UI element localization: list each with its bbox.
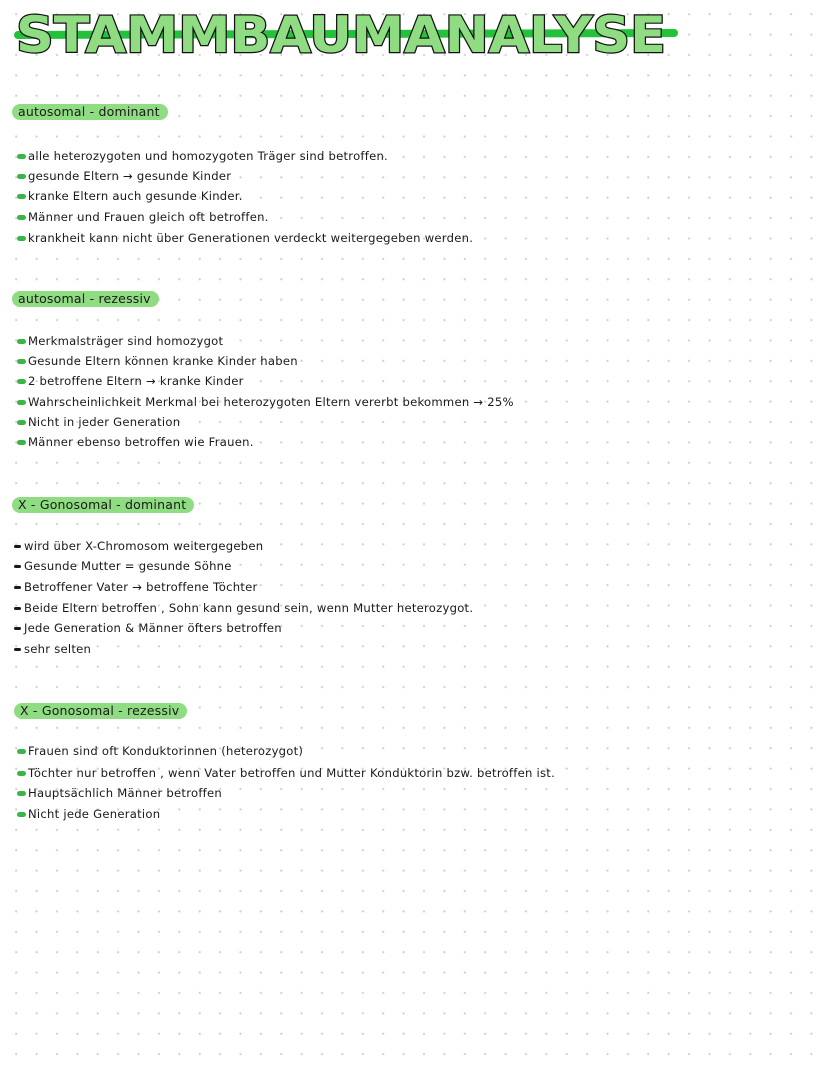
bullet-icon: [14, 607, 21, 610]
section-heading: X - Gonosomal - dominant: [12, 497, 194, 513]
bullet-icon: [14, 565, 21, 568]
title-lettering: [10, 2, 680, 68]
bullet-icon: [14, 627, 21, 630]
bullet-icon: [18, 216, 25, 219]
list-item-text: Wahrscheinlichkeit Merkmal bei heterozygoten Eltern vererbt bekommen → 25%: [28, 395, 514, 409]
bullet-icon: [18, 421, 25, 424]
bullet-icon: [18, 772, 25, 775]
list-item-text: 2 betroffene Eltern → kranke Kinder: [28, 374, 244, 388]
bullet-icon: [18, 792, 25, 795]
bullet-icon: [18, 380, 25, 383]
bullet-icon: [18, 401, 25, 404]
list-item: [18, 331, 223, 351]
list-item: [18, 166, 231, 186]
list-item: [18, 432, 254, 452]
list-item: [18, 392, 514, 412]
list-item: [18, 783, 222, 803]
bullet-icon: [14, 545, 21, 548]
list-item-text: Beide Eltern betroffen , Sohn kann gesund sein, wenn Mutter heterozygot.: [24, 601, 474, 615]
bullet-icon: [18, 441, 25, 444]
list-item-text: kranke Eltern auch gesunde Kinder.: [28, 189, 243, 203]
bullet-icon: [14, 586, 21, 589]
section-heading: X - Gonosomal - rezessiv: [14, 703, 187, 719]
list-item: [14, 577, 258, 597]
list-item: [18, 146, 388, 166]
bullet-icon: [18, 360, 25, 363]
list-item: [18, 763, 555, 783]
list-item-text: Gesunde Mutter = gesunde Söhne: [24, 559, 232, 573]
list-item-text: Jede Generation & Männer öfters betroffen: [24, 621, 282, 635]
list-item: [14, 598, 473, 618]
list-item-text: Nicht jede Generation: [28, 807, 161, 821]
list-item-text: Töchter nur betroffen , wenn Vater betroffen und Mutter Konduktorin bzw. betroffen ist.: [28, 766, 555, 780]
bullet-icon: [18, 195, 25, 198]
bullet-icon: [18, 155, 25, 158]
list-item: [18, 207, 269, 227]
list-item-text: Hauptsächlich Männer betroffen: [28, 786, 222, 800]
section-heading: autosomal - rezessiv: [12, 291, 159, 307]
list-item-text: wird über X-Chromosom weitergegeben: [24, 539, 264, 553]
list-item: [18, 371, 244, 391]
list-item: [18, 351, 298, 371]
list-item: [14, 556, 232, 576]
list-item: [18, 741, 303, 761]
list-item-text: Nicht in jeder Generation: [28, 415, 181, 429]
bullet-icon: [18, 175, 25, 178]
section-heading: autosomal - dominant: [12, 104, 168, 120]
list-item: [18, 412, 180, 432]
list-item: [14, 639, 91, 659]
bullet-icon: [18, 340, 25, 343]
title-text: STAMMBAUMANALYSE: [16, 6, 666, 64]
list-item: [18, 228, 473, 248]
list-item-text: Männer ebenso betroffen wie Frauen.: [28, 435, 254, 449]
bullet-icon: [18, 813, 25, 816]
list-item-text: Gesunde Eltern können kranke Kinder haben: [28, 354, 298, 368]
bullet-icon: [18, 750, 25, 753]
list-item-text: alle heterozygoten und homozygoten Träger sind betroffen.: [28, 149, 388, 163]
list-item-text: gesunde Eltern → gesunde Kinder: [28, 169, 232, 183]
bullet-icon: [14, 648, 21, 651]
list-item: [14, 618, 282, 638]
list-item-text: Frauen sind oft Konduktorinnen (heterozygot): [28, 744, 304, 758]
list-item-text: Männer und Frauen gleich oft betroffen.: [28, 210, 269, 224]
bullet-icon: [18, 237, 25, 240]
list-item-text: Betroffener Vater → betroffene Töchter: [24, 580, 258, 594]
page-title: [10, 2, 680, 68]
list-item: [18, 186, 243, 206]
list-item: [18, 804, 160, 824]
list-item-text: Merkmalsträger sind homozygot: [28, 334, 224, 348]
list-item: [14, 536, 263, 556]
list-item-text: sehr selten: [24, 642, 92, 656]
list-item-text: krankheit kann nicht über Generationen verdeckt weitergegeben werden.: [28, 231, 474, 245]
